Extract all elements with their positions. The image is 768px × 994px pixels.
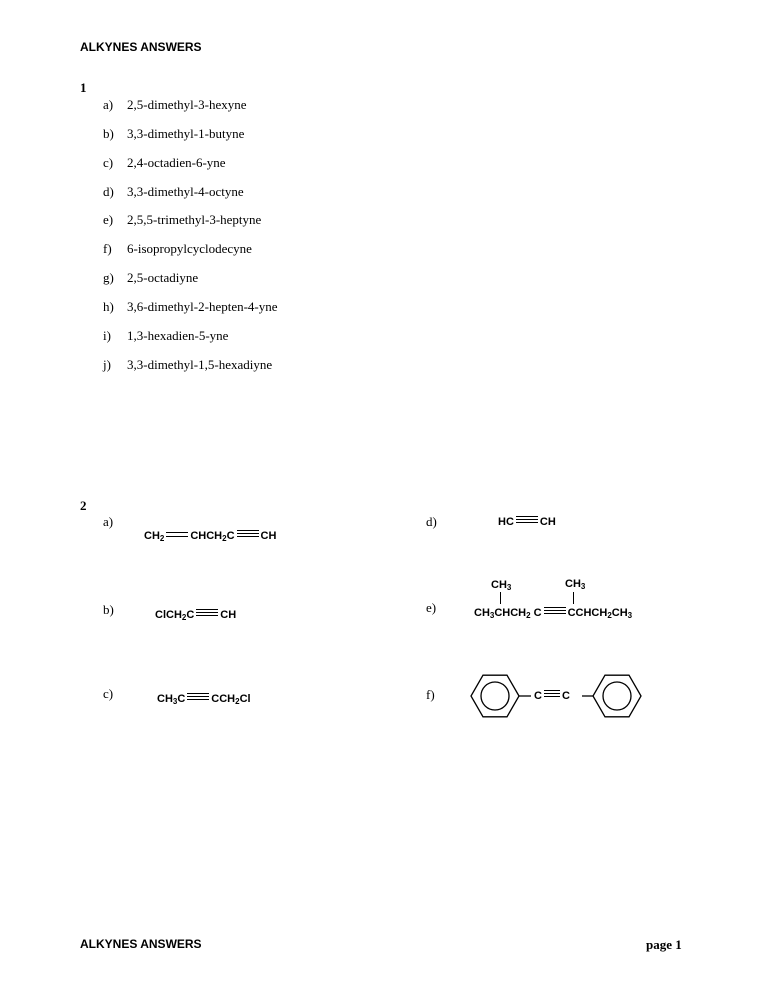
q2-f-label: f)	[426, 687, 435, 702]
q1-answer-label: b)	[103, 126, 114, 141]
q1-answer-text: 2,5-dimethyl-3-hexyne	[127, 97, 247, 112]
question-2-number: 2	[80, 498, 87, 513]
q1-answer-text: 3,3-dimethyl-4-octyne	[127, 184, 244, 199]
triple-bond-icon	[544, 690, 560, 698]
q1-answer-item	[103, 155, 226, 171]
double-bond-icon	[166, 532, 188, 537]
q2-d-label: d)	[426, 514, 437, 529]
q1-answer-text: 1,3-hexadien-5-yne	[127, 328, 229, 343]
q1-answer-item	[103, 97, 247, 113]
q1-answer-label: i)	[103, 328, 111, 343]
q2-a-label: a)	[103, 514, 114, 529]
q2-e-methyl-right: $CH_3$	[565, 578, 586, 591]
q1-answer-item	[103, 357, 272, 373]
q1-answer-text: 3,3-dimethyl-1-butyne	[127, 126, 245, 141]
q1-answer-item	[103, 184, 244, 200]
q1-answer-label: a)	[103, 97, 114, 112]
triple-bond-icon	[187, 693, 209, 701]
q1-answer-label: h)	[103, 299, 114, 314]
q1-answer-text: 2,5-octadiyne	[127, 270, 199, 285]
q2-d-structure: HC CH	[498, 516, 556, 528]
q1-answer-text: 6-isopropylcyclodecyne	[127, 241, 252, 256]
q1-answer-text: 3,6-dimethyl-2-hepten-4-yne	[127, 299, 278, 314]
benzene-ring-left-icon	[471, 675, 519, 717]
q2-e-structure: $CH_3CHCH_2$ C $CCHCH_2CH_3$	[474, 607, 633, 620]
triple-bond-icon	[196, 609, 218, 617]
q1-answer-label: f)	[103, 241, 112, 256]
q2-e-bond-right	[573, 592, 574, 604]
triple-bond-icon	[237, 530, 259, 538]
q2-a-structure: $CH_2$ $CHCH_2C$ CH	[144, 530, 277, 543]
q1-answer-item	[103, 328, 228, 344]
q2-b-label: b)	[103, 602, 114, 617]
q1-answer-item	[103, 241, 252, 257]
page-title: ALKYNES ANSWERS	[80, 40, 202, 54]
q1-answer-text: 3,3-dimethyl-1,5-hexadiyne	[127, 357, 273, 372]
q1-answer-text: 2,4-octadien-6-yne	[127, 155, 226, 170]
q2-e-bond-left	[500, 592, 501, 604]
triple-bond-icon	[516, 516, 538, 524]
q1-answer-text: 2,5,5-trimethyl-3-heptyne	[127, 212, 262, 227]
q2-c-structure: $CH_3C$ $CCH_2Cl$	[157, 693, 251, 706]
benzene-ring-right-icon	[593, 675, 641, 717]
q1-answer-label: e)	[103, 212, 114, 227]
triple-bond-icon	[544, 607, 566, 615]
page-number: page 1	[646, 937, 682, 952]
q1-answer-item	[103, 126, 244, 142]
q2-f-structure: C C	[534, 690, 570, 702]
q2-c-label: c)	[103, 686, 114, 701]
q1-answer-label: c)	[103, 155, 114, 170]
q1-answer-label: d)	[103, 184, 114, 199]
footer-title: ALKYNES ANSWERS	[80, 937, 202, 951]
q2-b-structure: ClCH$_2$C CH	[155, 609, 237, 622]
q1-answer-item	[103, 270, 198, 286]
q1-answer-item	[103, 212, 261, 228]
question-1-number: 1	[80, 80, 87, 95]
q2-e-methyl-left: $CH_3$	[491, 579, 512, 592]
q2-e-label: e)	[426, 600, 437, 615]
q1-answer-label: g)	[103, 270, 114, 285]
q1-answer-label: j)	[103, 357, 111, 372]
q1-answer-item	[103, 299, 278, 315]
